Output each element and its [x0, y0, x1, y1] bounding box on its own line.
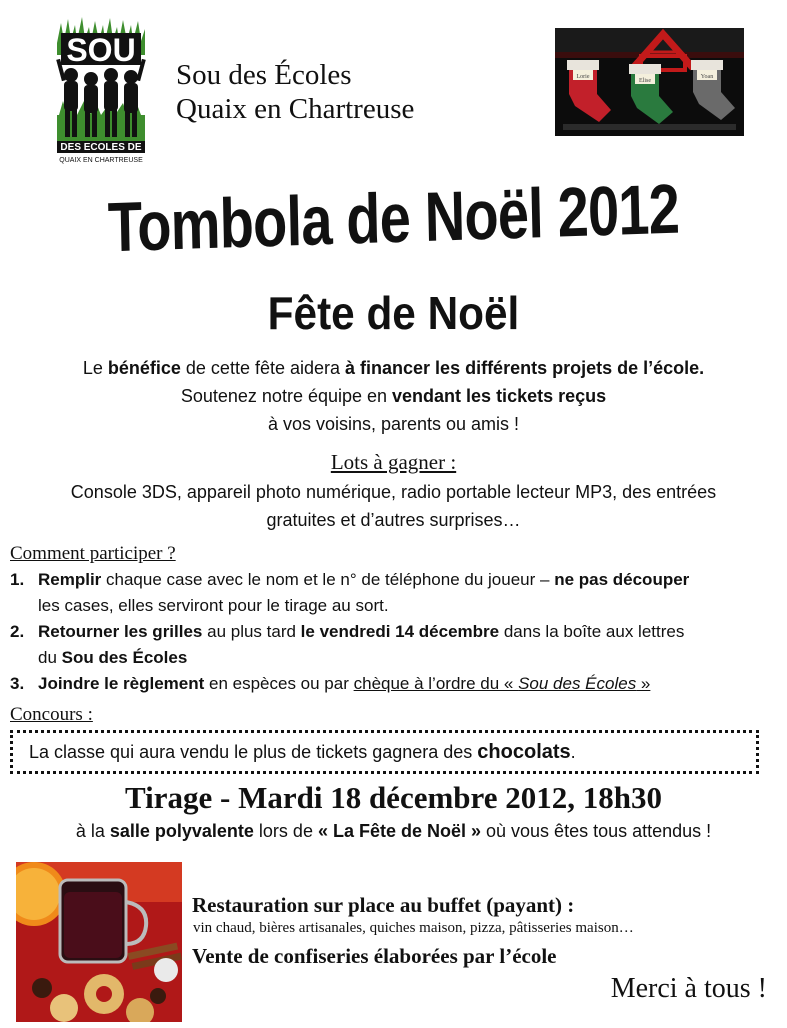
- stocking-tag-1: Lorie: [576, 74, 590, 80]
- page-title: Tombola de Noël 2012: [107, 169, 680, 267]
- draw-text: où vous êtes tous attendus !: [481, 821, 712, 841]
- step-3: [10, 671, 780, 697]
- prizes-line-1: Console 3DS, appareil photo numérique, radio portable lecteur MP3, des entrées: [70, 482, 717, 502]
- org-line-2: Quaix en Chartreuse: [176, 93, 415, 125]
- step-bold: le vendredi 14 décembre: [300, 622, 500, 641]
- step-bold: Joindre le règlement: [38, 674, 205, 693]
- mulled-wine-photo: [16, 862, 182, 1022]
- organization-name: [176, 58, 414, 126]
- prizes-line-2: gratuites et d’autres surprises…: [266, 510, 521, 530]
- step-text: »: [636, 674, 651, 693]
- page-subtitle: Fête de Noël: [267, 287, 520, 339]
- step-number: 1.: [10, 570, 25, 589]
- intro-text: Le: [82, 358, 108, 378]
- logo-band-text: DES ECOLES DE: [60, 142, 142, 153]
- intro-text: Soutenez notre équipe en: [180, 386, 393, 406]
- contest-text: La classe qui aura vendu le plus de tickets gagnera des: [29, 742, 478, 762]
- step-text: en espèces ou par: [204, 674, 354, 693]
- step-bold: ne pas découper: [554, 570, 690, 589]
- sou-des-ecoles-logo: [55, 15, 147, 165]
- stocking-tag-2: Elise: [639, 78, 651, 84]
- step-italic: Sou des Écoles: [518, 674, 637, 693]
- step-text: du: [38, 648, 62, 667]
- confectionery-sale: Vente de confiseries élaborées par l’école: [192, 944, 557, 968]
- step-bold: Retourner les grilles: [38, 622, 203, 641]
- step-number: 3.: [10, 674, 25, 693]
- draw-details: [0, 818, 787, 844]
- draw-bold: « La Fête de Noël »: [317, 821, 482, 841]
- how-to-participate-heading: Comment participer ?: [10, 543, 176, 564]
- intro-line-2: [0, 383, 787, 409]
- contest-text: .: [570, 742, 576, 762]
- step-2: [10, 619, 780, 671]
- org-line-1: Sou des Écoles: [176, 59, 352, 91]
- stocking-tag-3: Yoan: [700, 74, 714, 80]
- draw-text: à la: [75, 821, 110, 841]
- thank-you: Merci à tous !: [610, 973, 767, 1004]
- step-text: chaque case avec le nom et le n° de téléphone du joueur –: [101, 570, 555, 589]
- intro-bold: bénéfice: [107, 358, 181, 378]
- intro-bold: à financer les différents projets de l’école.: [345, 358, 705, 378]
- draw-title: Tirage - Mardi 18 décembre 2012, 18h30: [125, 780, 662, 815]
- catering-items: vin chaud, bières artisanales, quiches maison, pizza, pâtisseries maison…: [193, 920, 634, 936]
- contest-bold: chocolats: [477, 741, 571, 763]
- contest-box: [10, 730, 759, 774]
- intro-bold: vendant les tickets reçus: [392, 386, 607, 406]
- participation-steps: [10, 567, 780, 697]
- draw-bold: salle polyvalente: [109, 821, 254, 841]
- christmas-stockings-photo: [555, 28, 744, 136]
- catering-heading: Restauration sur place au buffet (payant) :: [192, 893, 575, 917]
- step-text: les cases, elles serviront pour le tirage au sort.: [38, 596, 389, 615]
- step-text: dans la boîte aux lettres: [499, 622, 685, 641]
- logo-sub-text: QUAIX EN CHARTREUSE: [59, 157, 143, 164]
- intro-text: de cette fête aidera: [180, 358, 346, 378]
- contest-heading: Concours :: [10, 704, 93, 725]
- step-bold: Sou des Écoles: [61, 648, 188, 667]
- intro-line-1: [0, 355, 787, 381]
- draw-text: lors de: [253, 821, 318, 841]
- step-text: au plus tard: [202, 622, 301, 641]
- check-order-text: [354, 674, 651, 693]
- prizes-heading: Lots à gagner :: [330, 450, 457, 474]
- intro-line-3: à vos voisins, parents ou amis !: [267, 414, 520, 434]
- step-text: chèque à l’ordre du «: [353, 674, 519, 693]
- logo-sou-text: SOU: [66, 32, 136, 68]
- step-number: 2.: [10, 622, 25, 641]
- prizes-text: [0, 478, 787, 534]
- step-bold: Remplir: [38, 570, 102, 589]
- step-1: [10, 567, 780, 619]
